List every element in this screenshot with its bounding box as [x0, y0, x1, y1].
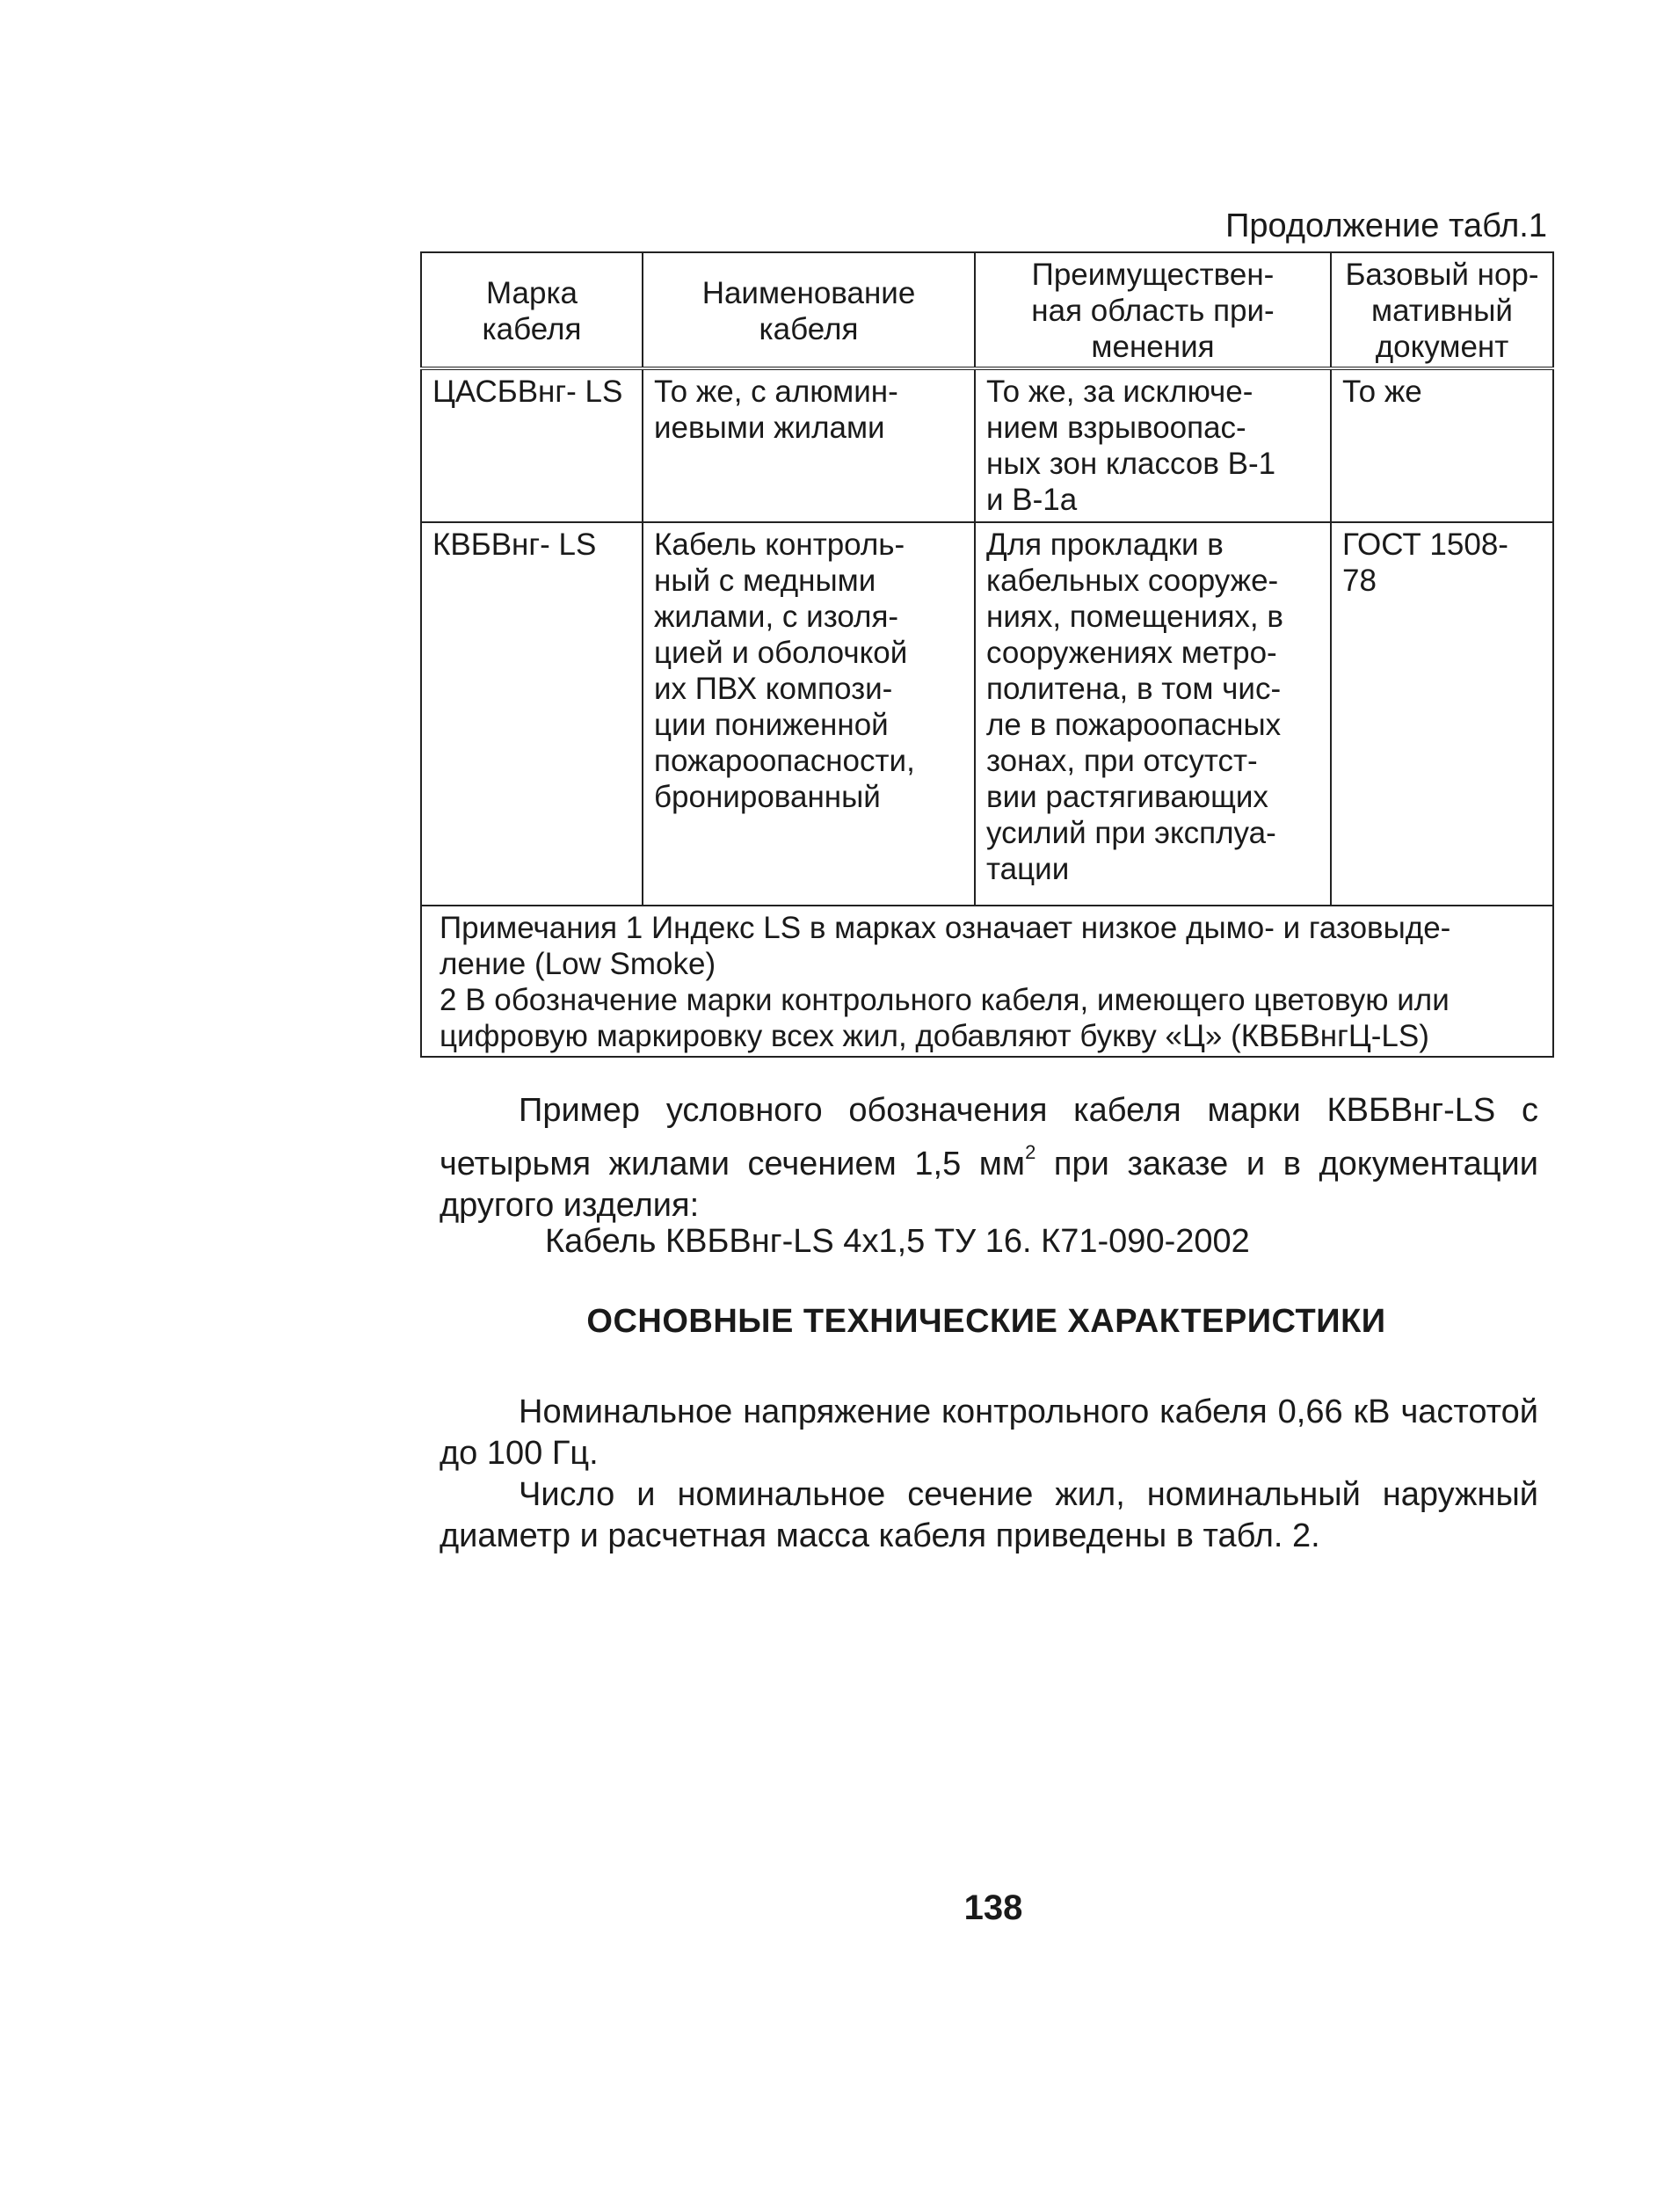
page-number: 138 [963, 1888, 1023, 1927]
example-paragraph [440, 1090, 1538, 1226]
header-cable-brand: Марка кабеля [421, 252, 643, 368]
table-row [421, 522, 1553, 906]
cores-paragraph: Число и номинальное сечение жил, номинальный наружный диаметр и расчетная масса кабеля приведены в табл. 2. [440, 1476, 1538, 1554]
example-designation: Кабель КВБВнг-LS 4х1,5 ТУ 16. К71-090-2002 [545, 1223, 1250, 1260]
note-line: цифровую маркировку всех жил, добавляют букву «Ц» (КВБВнгЦ-LS) [440, 1019, 1429, 1053]
table-notes [421, 906, 1553, 1057]
cell-name: Кабель контроль- ный с медными жилами, с изоля- цией и оболочкой их ПВХ компози- ции пониженной пожароопасности, бронированный [643, 522, 975, 906]
table-row [421, 368, 1553, 522]
example-text-end: при заказе и в документации другого изделия: [440, 1146, 1539, 1224]
note-line: ление (Low Smoke) [440, 947, 716, 981]
cell-brand: КВБВнг- LS [421, 522, 643, 906]
cell-name: То же, с алюмин- иевыми жилами [643, 368, 975, 522]
header-base-document: Базовый нор- мативный документ [1331, 252, 1553, 368]
voltage-paragraph: Номинальное напряжение контрольного кабеля 0,66 кВ частотой до 100 Гц. [440, 1393, 1538, 1472]
example-text: Пример условного обозначения кабеля марки КВБВнг-LS с четырьмя жилами сечением 1,5 мм [440, 1092, 1538, 1182]
cell-application: Для прокладки в кабельных сооруже- ниях, помещениях, в сооружениях метро- политена, в том чис- ле в пожароопасных зонах, при отсутст- вии растягивающих усилий при эксплуа- тации [975, 522, 1331, 906]
table-notes-row [421, 906, 1553, 1057]
note-line: 2 В обозначение марки контрольного кабеля, имеющего цветовую или [440, 983, 1450, 1017]
table-header-row [421, 252, 1553, 368]
cell-brand: ЦАСБВнг- LS [421, 368, 643, 522]
cable-spec-table [420, 251, 1554, 1058]
cell-application: То же, за исключе- нием взрывоопас- ных зон классов В-1 и В-1а [975, 368, 1331, 522]
cell-document: ГОСТ 1508- 78 [1331, 522, 1553, 906]
header-cable-name: Наименование кабеля [643, 252, 975, 368]
note-line: Примечания 1 Индекс LS в марках означает низкое дымо- и газовыде- [440, 911, 1451, 945]
section-heading: ОСНОВНЫЕ ТЕХНИЧЕСКИЕ ХАРАКТЕРИСТИКИ [586, 1303, 1386, 1340]
superscript-two: 2 [1025, 1141, 1036, 1163]
header-application-area: Преимуществен- ная область при- менения [975, 252, 1331, 368]
cell-document: То же [1331, 368, 1553, 522]
table-continuation-caption: Продолжение табл.1 [1225, 207, 1547, 244]
